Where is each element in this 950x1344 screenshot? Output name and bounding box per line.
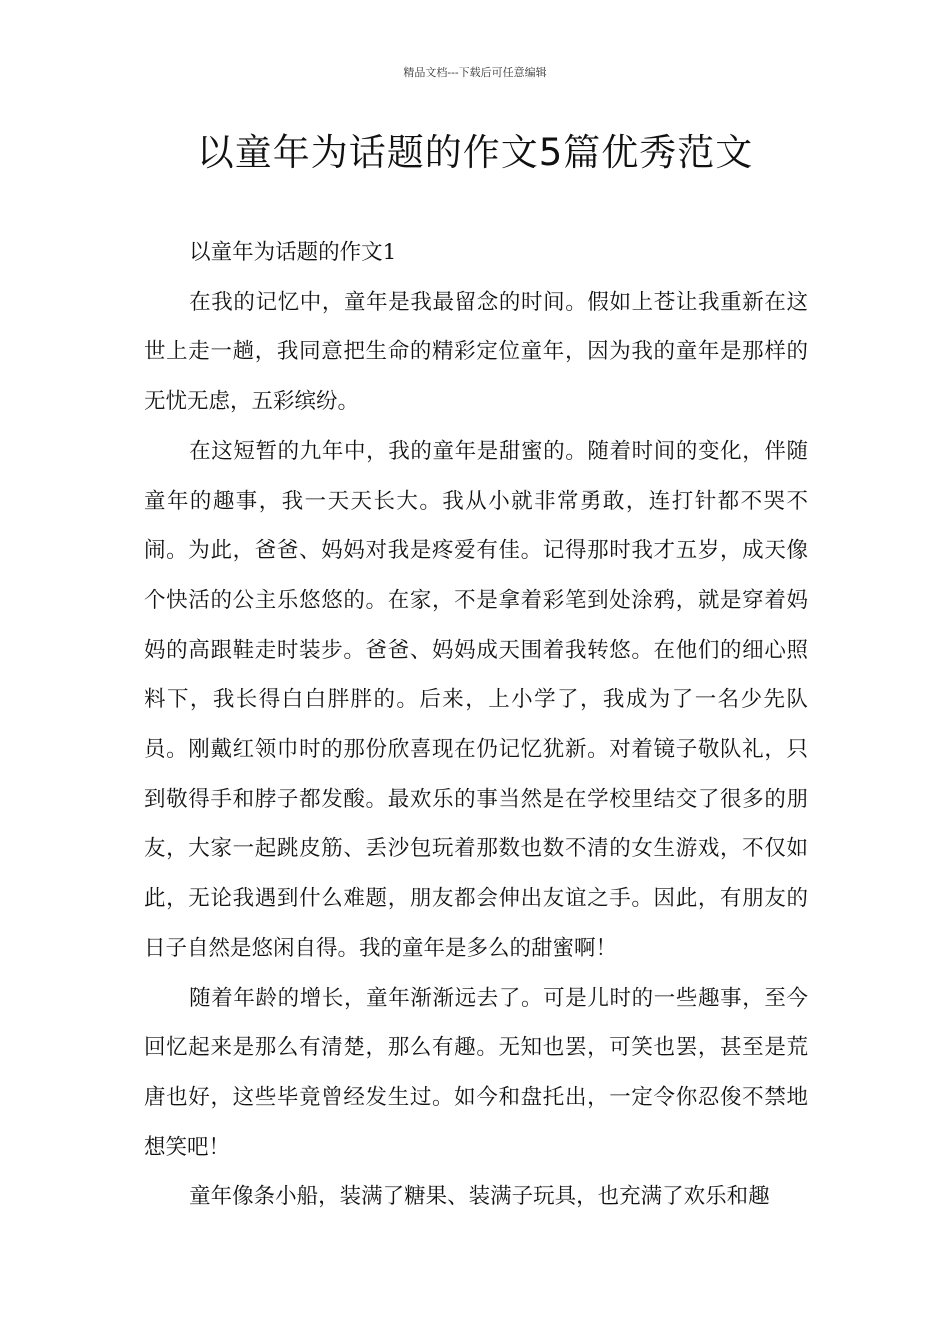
document-title: 以童年为话题的作文5篇优秀范文	[196, 131, 754, 174]
document-body	[144, 228, 808, 1222]
header-note: 精品文档---下载后可任意编辑	[403, 66, 547, 79]
paragraph: 随着年龄的增长，童年渐渐远去了。可是儿时的一些趣事，至今回忆起来是那么有清楚，那么有趣。无知也罢，可笑也罢，甚至是荒唐也好，这些毕竟曾经发生过。如今和盘托出，一定令你忍俊不禁地想笑吧！	[144, 985, 808, 1160]
paragraph: 在我的记忆中，童年是我最留念的时间。假如上苍让我重新在这世上走一趟，我同意把生命的精彩定位童年，因为我的童年是那样的无忧无虑，五彩缤纷。	[144, 289, 808, 415]
paragraph: 童年像条小船，装满了糖果、装满子玩具，也充满了欢乐和趣	[189, 1184, 770, 1210]
section-heading: 以童年为话题的作文1	[189, 240, 397, 265]
paragraph: 在这短暂的九年中，我的童年是甜蜜的。随着时间的变化，伴随童年的趣事，我一天天长大。我从小就非常勇敢，连打针都不哭不闹。为此，爸爸、妈妈对我是疼爱有佳。记得那时我才五岁，成天像个快活的公主乐悠悠的。在家，不是拿着彩笔到处涂鸦，就是穿着妈妈的高跟鞋走时装步。爸爸、妈妈成天围着我转悠。在他们的细心照料下，我长得白白胖胖的。后来，上小学了，我成为了一名少先队员。刚戴红领巾时的那份欣喜现在仍记忆犹新。对着镜子敬队礼，只到敬得手和脖子都发酸。最欢乐的事当然是在学校里结交了很多的朋友，大家一起跳皮筋、丢沙包玩着那数也数不清的女生游戏，不仅如此，无论我遇到什么难题，朋友都会伸出友谊之手。因此，有朋友的日子自然是悠闲自得。我的童年是多么的甜蜜啊！	[144, 438, 808, 961]
